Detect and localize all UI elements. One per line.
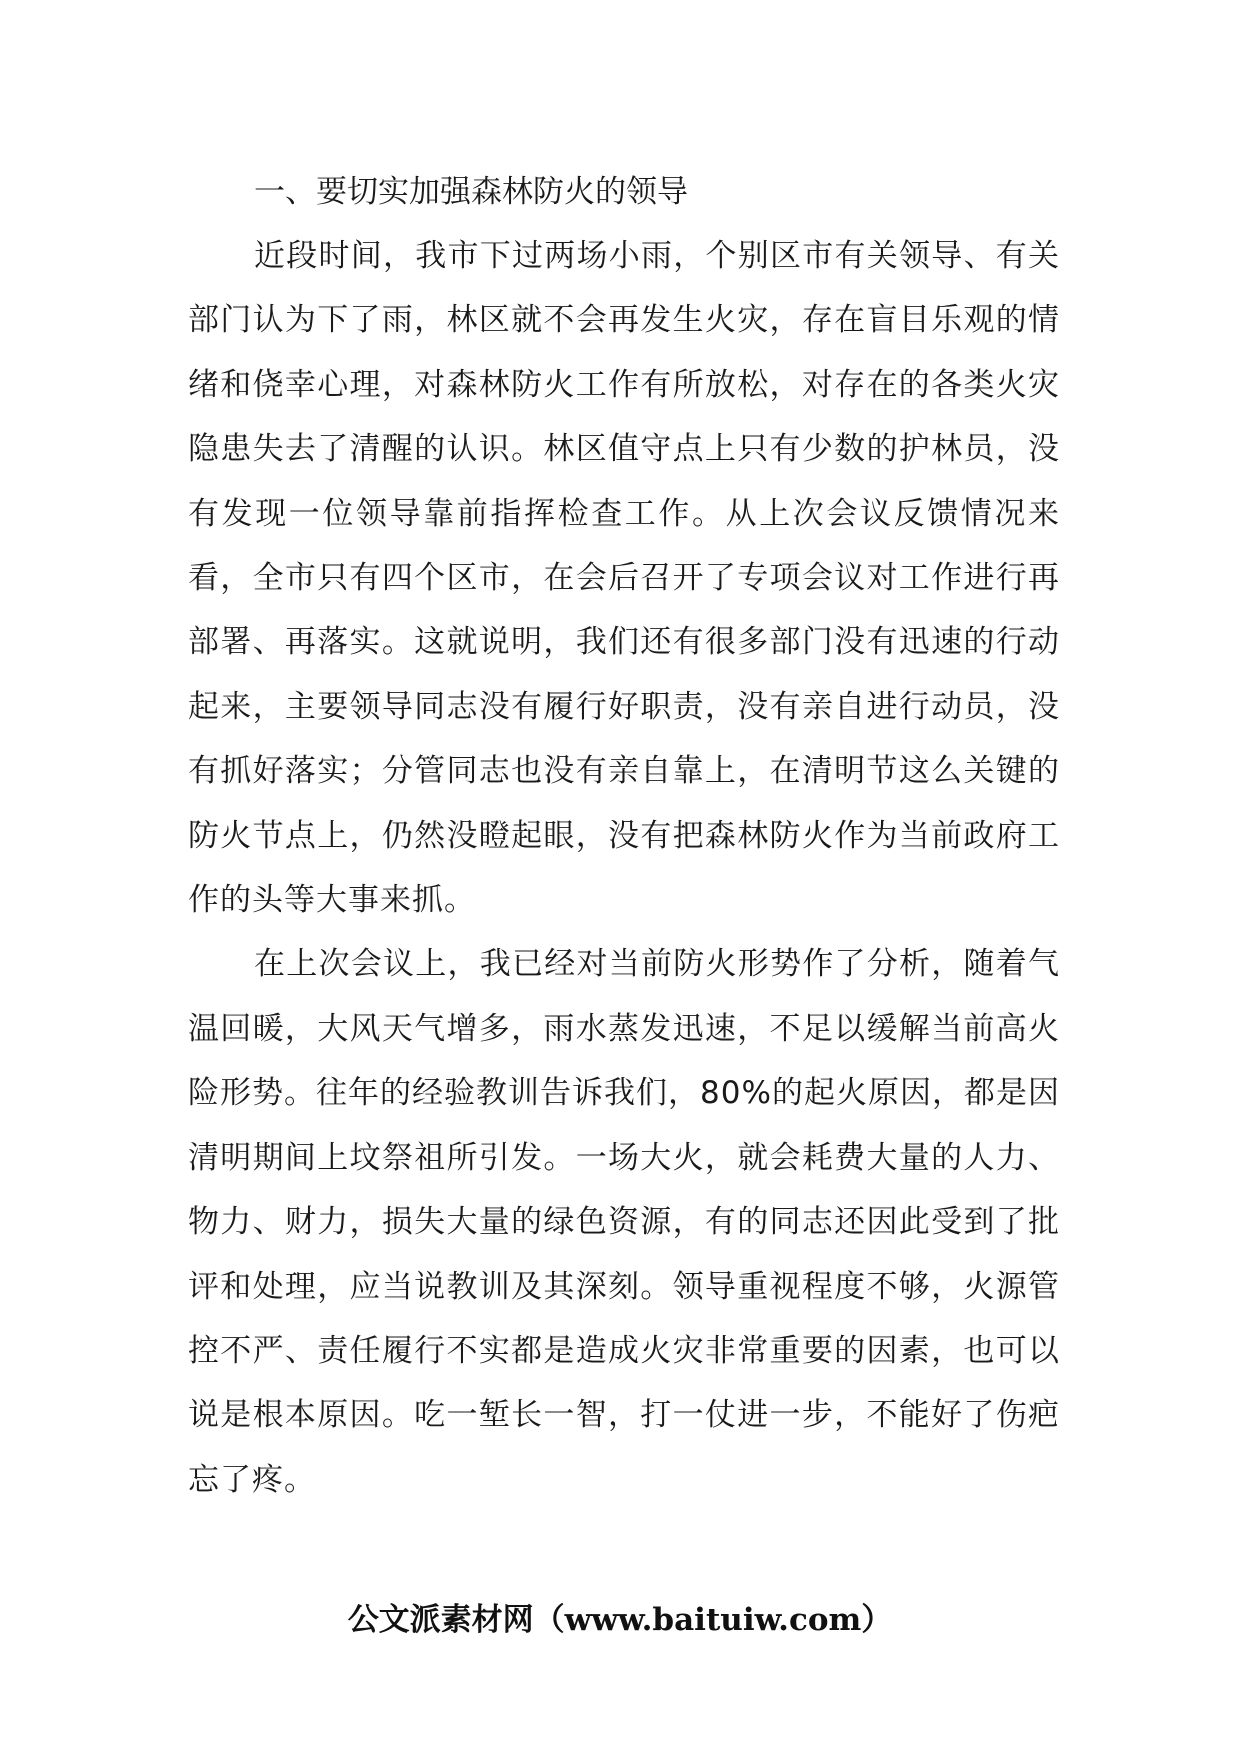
paragraph-1: 近段时间，我市下过两场小雨，个别区市有关领导、有关部门认为下了雨，林区就不会再发生火灾，存在盲目乐观的情绪和侥幸心理，对森林防火工作有所放松，对存在的各类火灾隐患失去了清醒的认识。林区值守点上只有少数的护林员，没有发现一位领导靠前指挥检查工作。从上次会议反馈情况来看，全市只有四个区市，在会后召开了专项会议对工作进行再部署、再落实。这就说明，我们还有很多部门没有迅速的行动起来，主要领导同志没有履行好职责，没有亲自进行动员，没有抓好落实；分管同志也没有亲自靠上，在清明节这么关键的防火节点上，仍然没瞪起眼，没有把森林防火作为当前政府工作的头等大事来抓。: [188, 238, 1060, 919]
footer-watermark: 公文派素材网（www.baituiw.com）: [347, 1602, 893, 1638]
paragraph-2: 在上次会议上，我已经对当前防火形势作了分析，随着气温回暖，大风天气增多，雨水蒸发迅速，不足以缓解当前高火险形势。往年的经验教训告诉我们，80%的起火原因，都是因清明期间上坟祭祖所引发。一场大火，就会耗费大量的人力、物力、财力，损失大量的绿色资源，有的同志还因此受到了批评和处理，应当说教训及其深刻。领导重视程度不够，火源管控不严、责任履行不实都是造成火灾非常重要的因素，也可以说是根本原因。吃一堑长一智，打一仗进一步，不能好了伤疤忘了疼。: [188, 946, 1060, 1498]
document-body: [188, 160, 1060, 1512]
section-heading: 一、要切实加强森林防火的领导: [254, 174, 688, 210]
